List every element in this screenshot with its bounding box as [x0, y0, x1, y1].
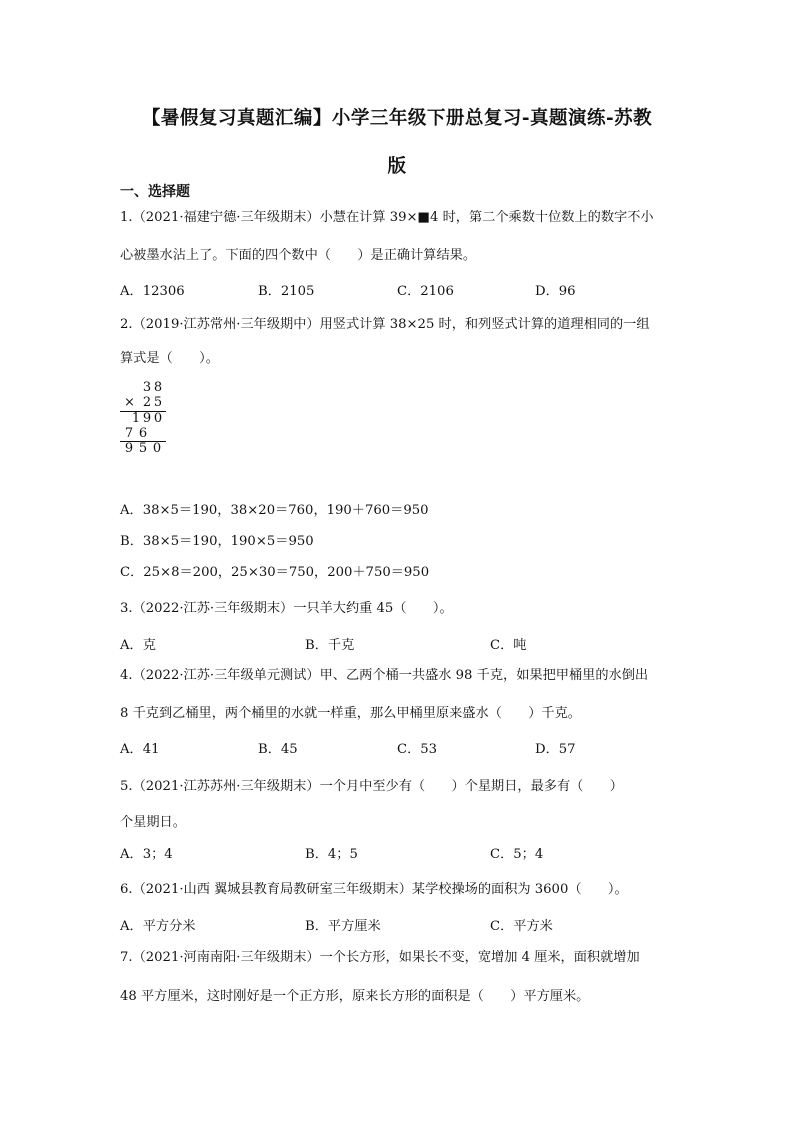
q1-line-2: 心被墨水沾上了。下面的四个数中（ ）是正确计算结果。 — [120, 248, 477, 263]
calc-digit: 0 — [153, 411, 163, 426]
q4-line-2: 8 千克到乙桶里，两个桶里的水就一样重，那么甲桶里原来盛水（ ）千克。 — [120, 706, 581, 721]
q6-option-c: C．平方米 — [490, 919, 553, 934]
q4-option-d: D．57 — [535, 742, 576, 757]
q5-option-a: A．3；4 — [120, 847, 173, 862]
document-title — [110, 95, 684, 191]
q7-line-2: 48 平方厘米，这时刚好是一个正方形，原来长方形的面积是（ ）平方厘米。 — [120, 989, 590, 1004]
calc-digit: 2 — [142, 395, 152, 410]
title-line-2: 版 — [387, 156, 407, 177]
title-line-1: 【暑假复习真题汇编】小学三年级下册总复习-真题演练-苏教 — [141, 108, 653, 129]
calc-digit: 5 — [138, 441, 148, 456]
q2-option-b: B．38×5＝190，190×5＝950 — [120, 534, 314, 549]
q1-line-1: 1.（2021·福建宁德·三年级期末）小慧在计算 39×■4 时，第二个乘数十位数上的数字不小 — [120, 210, 654, 225]
q1-option-d: D．96 — [535, 284, 576, 299]
q5-line-2: 个星期日。 — [120, 815, 186, 830]
q6-line-1: 6.（2021·山西 翼城县教育局教研室三年级期末）某学校操场的面积为 3600（ ）。 — [120, 882, 628, 897]
q2-option-c: C．25×8＝200，25×30＝750，200＋750＝950 — [120, 565, 430, 580]
q4-line-1: 4.（2022·江苏·三年级单元测试）甲、乙两个桶一共盛水 98 千克，如果把甲桶里的水倒出 — [120, 668, 649, 683]
calc-digit: 0 — [152, 441, 162, 456]
q5-line-1: 5.（2021·江苏苏州·三年级期末）一个月中至少有（ ）个星期日，最多有（ ） — [120, 779, 623, 794]
q3-option-c: C．吨 — [490, 638, 527, 653]
q3-option-a: A．克 — [120, 638, 156, 653]
calc-digit: 7 — [124, 426, 134, 441]
q5-option-b: B．4；5 — [305, 847, 358, 862]
calc-digit: 9 — [142, 411, 152, 426]
calc-digit: 5 — [153, 395, 163, 410]
q6-option-b: B．平方厘米 — [305, 919, 381, 934]
q1-option-a: A．12306 — [120, 284, 185, 299]
q3-line-1: 3.（2022·江苏·三年级期末）一只羊大约重 45（ ）。 — [120, 601, 453, 616]
q6-option-a: A．平方分米 — [120, 919, 196, 934]
q2-option-a: A．38×5＝190，38×20＝760，190＋760＝950 — [120, 503, 429, 518]
q1-option-c: C．2106 — [397, 284, 454, 299]
q2-line-1: 2.（2019·江苏常州·三年级期中）用竖式计算 38×25 时，和列竖式计算的道理相同的一组 — [120, 317, 650, 332]
q4-option-a: A．41 — [120, 742, 160, 757]
calc-times-sign: × — [124, 395, 135, 410]
calc-digit: 3 — [142, 380, 152, 395]
q7-line-1: 7.（2021·河南南阳·三年级期末）一个长方形，如果长不变，宽增加 4 厘米，面积就增加 — [120, 950, 640, 965]
section-heading: 一、选择题 — [120, 184, 190, 200]
q4-option-b: B．45 — [258, 742, 298, 757]
calc-digit: 9 — [124, 441, 134, 456]
q1-option-b: B．2105 — [258, 284, 315, 299]
q5-option-c: C．5；4 — [490, 847, 544, 862]
calc-digit: 6 — [138, 426, 148, 441]
q3-option-b: B．千克 — [305, 638, 355, 653]
q2-line-2: 算式是（ ）。 — [120, 351, 219, 366]
calc-digit: 8 — [153, 380, 163, 395]
q4-option-c: C．53 — [397, 742, 438, 757]
calc-digit: 1 — [131, 411, 141, 426]
